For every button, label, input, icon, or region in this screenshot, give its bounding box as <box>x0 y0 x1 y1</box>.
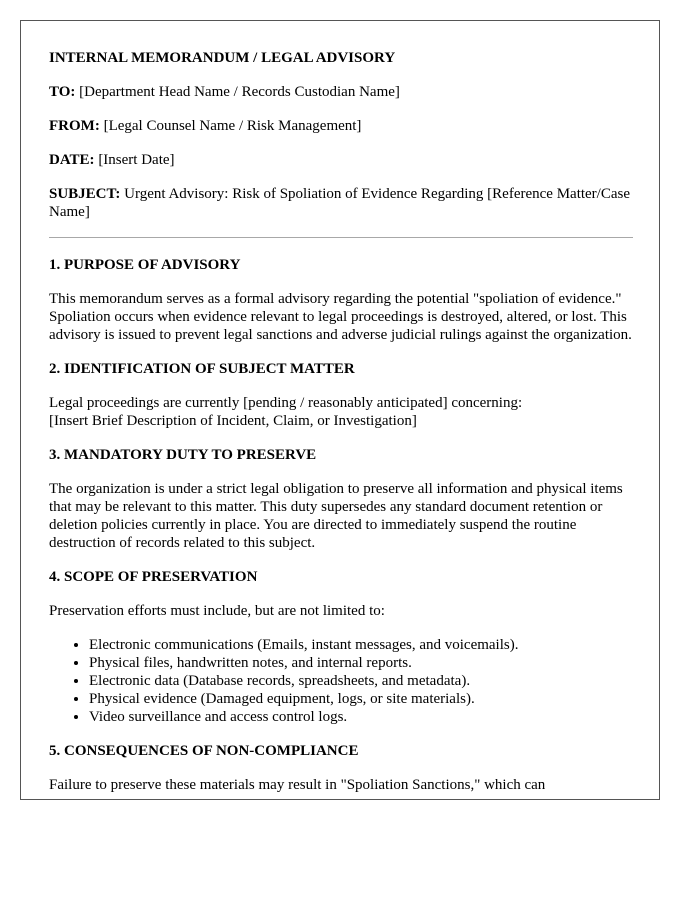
date-field <box>49 151 633 169</box>
section-1-heading: 1. PURPOSE OF ADVISORY <box>49 257 241 273</box>
from-value: [Legal Counsel Name / Risk Management] <box>103 118 362 134</box>
list-item: • Physical evidence (Damaged equipment, logs, or site materials). <box>89 690 633 708</box>
section-2-line-2: [Insert Brief Description of Incident, Claim, or Investigation] <box>49 413 417 429</box>
memo-page <box>20 20 660 800</box>
to-label: TO: <box>49 84 76 100</box>
list-item: • Electronic data (Database records, spreadsheets, and metadata). <box>89 672 633 690</box>
date-value: [Insert Date] <box>98 152 175 168</box>
list-item: • Physical files, handwritten notes, and internal reports. <box>89 654 633 672</box>
section-1-body: This memorandum serves as a formal advisory regarding the potential "spoliation of evidence." Spoliation occurs when evidence relevant to legal proceedings is destroyed, altered, or lost. This advisory is issued to prevent legal sanctions and adverse judicial rulings against the organization. <box>49 291 632 343</box>
subject-label: SUBJECT: <box>49 186 121 202</box>
section-4-intro: Preservation efforts must include, but are not limited to: <box>49 603 385 619</box>
section-5-heading: 5. CONSEQUENCES OF NON-COMPLIANCE <box>49 743 359 759</box>
section-5-body: Failure to preserve these materials may result in "Spoliation Sanctions," which can <box>49 777 546 793</box>
section-2-line-1: Legal proceedings are currently [pending / reasonably anticipated] concerning: <box>49 395 523 411</box>
to-field <box>49 83 633 101</box>
subject-value: Urgent Advisory: Risk of Spoliation of Evidence Regarding [Reference Matter/Case Name] <box>49 186 631 220</box>
section-3-body: The organization is under a strict legal obligation to preserve all information and physical items that may be relevant to this matter. This duty supersedes any standard document retention or deletion policies currently in place. You are directed to immediately suspend the routine destruction of records related to this subject. <box>49 481 623 551</box>
section-2-body <box>49 394 633 430</box>
memo-content <box>49 49 633 800</box>
header-divider <box>49 237 633 238</box>
preservation-list <box>49 636 633 726</box>
date-label: DATE: <box>49 152 95 168</box>
section-2-heading: 2. IDENTIFICATION OF SUBJECT MATTER <box>49 361 355 377</box>
to-value: [Department Head Name / Records Custodian Name] <box>79 84 400 100</box>
section-4-heading: 4. SCOPE OF PRESERVATION <box>49 569 258 585</box>
from-field <box>49 117 633 135</box>
memo-title: INTERNAL MEMORANDUM / LEGAL ADVISORY <box>49 50 396 66</box>
subject-field <box>49 185 633 221</box>
from-label: FROM: <box>49 118 100 134</box>
section-3-heading: 3. MANDATORY DUTY TO PRESERVE <box>49 447 317 463</box>
list-item: • Video surveillance and access control logs. <box>89 708 633 726</box>
list-item: • Electronic communications (Emails, instant messages, and voicemails). <box>89 636 633 654</box>
